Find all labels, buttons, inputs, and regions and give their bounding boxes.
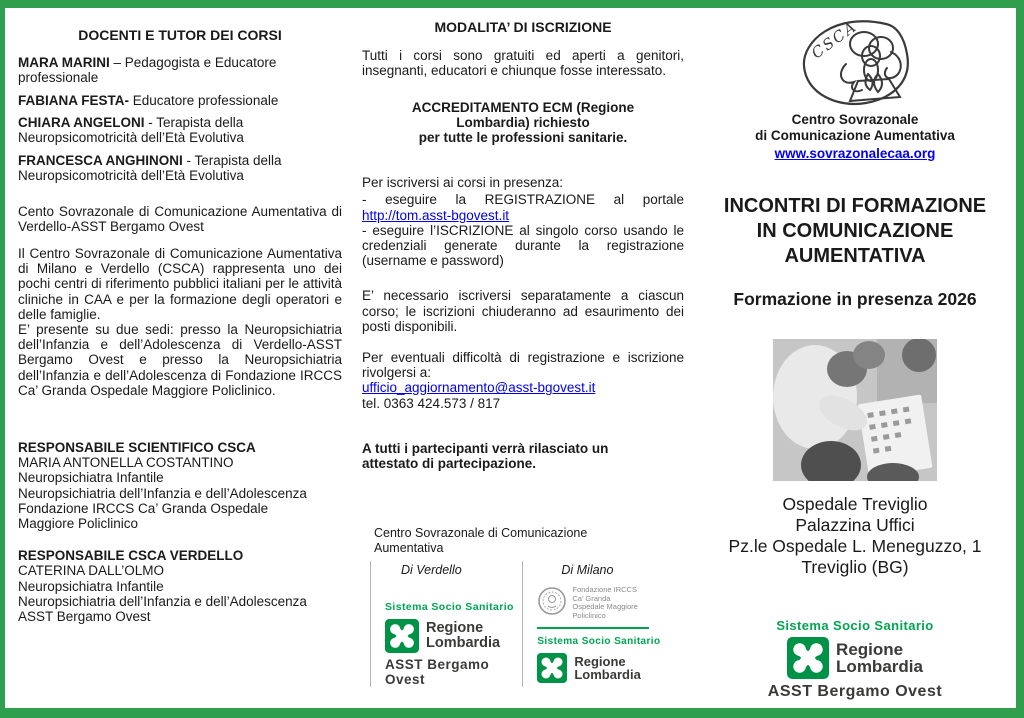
- ecm-block: [362, 100, 684, 146]
- verdello-cell: [370, 561, 522, 687]
- title-line: AUMENTATIVA: [784, 245, 926, 267]
- note-paragraph: E’ necessario iscriversi separatamente a ciascun corso; le iscrizioni chiuderanno ad esaurimento dei posti disponibili.: [362, 288, 684, 334]
- staff-name: MARA MARINI: [18, 55, 110, 71]
- intro-paragraph: Tutti i corsi sono gratuiti ed aperti a genitori, insegnanti, educatori e chiunque fosse interessato.: [362, 48, 684, 79]
- staff-name: FABIANA FESTA-: [18, 92, 129, 108]
- regione-lombardia-logo: [537, 653, 684, 683]
- regione-lombardia-logo: [698, 637, 1012, 679]
- help-paragraph: Per eventuali difficoltà di registrazione e iscrizione rivolgersi a:: [362, 350, 684, 381]
- email-line: [362, 380, 684, 395]
- lombardia-word: Lombardia: [426, 634, 501, 651]
- title-line: IN COMUNICAZIONE: [756, 220, 954, 242]
- left-heading: DOCENTI E TUTOR DEI CORSI: [78, 27, 282, 43]
- resp-sci-line: MARIA ANTONELLA COSTANTINO: [18, 455, 234, 471]
- responsabile-scientifico: [18, 440, 342, 531]
- resp-verd-line: Neuropsichiatria dell’Infanzia e dell’Adolescenza: [18, 593, 307, 609]
- svg-text:CSCA: CSCA: [807, 17, 861, 63]
- course-photo: [698, 339, 1012, 481]
- registration-intro: Per iscriversi ai corsi in presenza:: [362, 175, 564, 191]
- lombardia-word: Lombardia: [574, 666, 641, 682]
- address-line: Treviglio (BG): [801, 557, 909, 577]
- registration-step-2: - eseguire l’ISCRIZIONE al singolo corso usando le credenziali generate durante la registrazione (username e password): [362, 222, 684, 269]
- resp-verd-line: Neuropsichiatra Infantile: [18, 578, 164, 594]
- resp-sci-line: Maggiore Policlinico: [18, 516, 139, 532]
- sistema-socio-sanitario-label: Sistema Socio Sanitario: [776, 618, 934, 633]
- rosa-camuna-icon: [385, 619, 419, 653]
- staff-role: Educatore professionale: [129, 92, 279, 108]
- asst-bergamo-ovest-label: ASST Bergamo Ovest: [385, 656, 490, 687]
- attestato-paragraph: A tutti i partecipanti verrà rilasciato un attestato di partecipazione.: [362, 440, 609, 472]
- phone-line: tel. 0363 424.573 / 817: [362, 395, 501, 411]
- center-description-1: Il Centro Sovrazonale di Comunicazione Aumentativa di Milano e Verdello (CSCA) rappresenta uno dei pochi centri di riferimento pubblici italiani per le attività cliniche in CAA e per la formazione degli operatori e delle famiglie.: [18, 246, 342, 322]
- staff-name: FRANCESCA ANGHINONI: [18, 153, 183, 169]
- portal-link-line: [362, 208, 684, 223]
- venue-address: [698, 494, 1012, 578]
- verdello-label: Di Verdello: [401, 563, 462, 578]
- milano-cell: [522, 561, 684, 687]
- resp-sci-heading: RESPONSABILE SCIENTIFICO CSCA: [18, 440, 256, 456]
- regione-word: Regione: [574, 653, 626, 669]
- asst-logo-block: [698, 618, 1012, 701]
- address-line: Palazzina Uffici: [795, 515, 915, 535]
- middle-column: [362, 8, 684, 687]
- middle-heading: MODALITA’ DI ISCRIZIONE: [434, 19, 612, 35]
- sistema-socio-sanitario-label: Sistema Socio Sanitario: [537, 636, 661, 648]
- ecm-line: Lombardia) richiesto: [456, 114, 590, 130]
- brochure-subtitle: Formazione in presenza 2026: [733, 289, 977, 309]
- staff-entry: [18, 153, 342, 183]
- milano-label: Di Milano: [561, 563, 614, 578]
- resp-sci-line: Neuropsichiatra Infantile: [18, 470, 164, 486]
- title-line: INCONTRI DI FORMAZIONE: [723, 195, 987, 217]
- staff-role: - Terapista della Neuropsicomotricità dell’Età Evolutiva: [18, 114, 244, 146]
- green-divider: [537, 627, 649, 629]
- staff-role: - Terapista della Neuropsicomotricità dell’Età Evolutiva: [18, 153, 282, 184]
- fondazione-emblem-icon: [537, 586, 567, 616]
- ecm-line: per tutte le professioni sanitarie.: [418, 130, 628, 146]
- address-line: Pz.le Ospedale L. Meneguzzo, 1: [728, 536, 982, 556]
- brochure-title: [698, 194, 1012, 269]
- regione-lombardia-logo: [385, 619, 522, 653]
- right-column: [698, 8, 1012, 708]
- responsabile-verdello: [18, 548, 342, 624]
- staff-entry: [18, 93, 342, 108]
- rosa-camuna-icon: [787, 637, 829, 679]
- org-line: Cento Sovrazonale di Comunicazione Aumentativa di Verdello-ASST Bergamo Ovest: [18, 203, 342, 234]
- portal-link[interactable]: http://tom.asst-bgovest.it: [362, 207, 510, 223]
- org-name-line: di Comunicazione Aumentativa: [755, 128, 955, 143]
- staff-name: CHIARA ANGELONI: [18, 114, 145, 130]
- website-line: [698, 146, 1012, 161]
- asst-bergamo-ovest-label: ASST Bergamo Ovest: [767, 683, 943, 700]
- csca-logo-icon: [794, 16, 916, 108]
- org-name-block: [698, 112, 1012, 144]
- resp-sci-line: Neuropsichiatria dell’Infanzia e dell’Adolescenza: [18, 485, 307, 501]
- children-photo-image: [773, 339, 937, 481]
- fondazione-irccs-logo: [537, 586, 684, 620]
- lombardia-word: Lombardia: [836, 657, 923, 676]
- csca-logo: [698, 16, 1012, 113]
- website-link[interactable]: www.sovrazonalecaa.org: [774, 146, 936, 161]
- registration-step-1: - eseguire la REGISTRAZIONE al portale: [362, 192, 684, 208]
- email-link[interactable]: ufficio_aggiornamento@asst-bgovest.it: [362, 380, 596, 396]
- rosa-camuna-icon: [537, 653, 567, 683]
- footer-org: Centro Sovrazonale di Comunicazione Aumentativa: [374, 526, 588, 555]
- fondazione-text: Fondazione IRCCS Ca’ Granda Ospedale Maggiore Policlinico: [572, 585, 638, 620]
- resp-verd-line: ASST Bergamo Ovest: [18, 609, 151, 625]
- left-column: [18, 8, 342, 624]
- regione-word: Regione: [836, 640, 904, 659]
- staff-entry: [18, 115, 342, 145]
- org-name-line: Centro Sovrazonale: [791, 112, 919, 127]
- footer-logo-table: [370, 561, 684, 687]
- address-line: Ospedale Treviglio: [782, 494, 928, 514]
- resp-sci-line: Fondazione IRCCS Ca’ Granda Ospedale: [18, 500, 269, 516]
- ecm-line: ACCREDITAMENTO ECM (Regione: [411, 99, 635, 115]
- staff-role: – Pedagogista e Educatore professionale: [18, 55, 277, 86]
- sistema-socio-sanitario-label: Sistema Socio Sanitario: [385, 601, 514, 614]
- regione-word: Regione: [426, 620, 484, 637]
- resp-verd-line: CATERINA DALL’OLMO: [18, 563, 165, 579]
- resp-verd-heading: RESPONSABILE CSCA VERDELLO: [18, 548, 244, 564]
- staff-entry: [18, 55, 342, 85]
- center-description-2: E’ presente su due sedi: presso la Neuropsichiatria dell’Infanzia e dell’Adolescenza di Verdello-ASST Bergamo Ovest e presso la Neuropsichiatria dell’Infanzia e dell’Adolescenza di Fondazione IRCCS Ca’ Granda Ospedale Maggiore Policlinico.: [18, 322, 342, 398]
